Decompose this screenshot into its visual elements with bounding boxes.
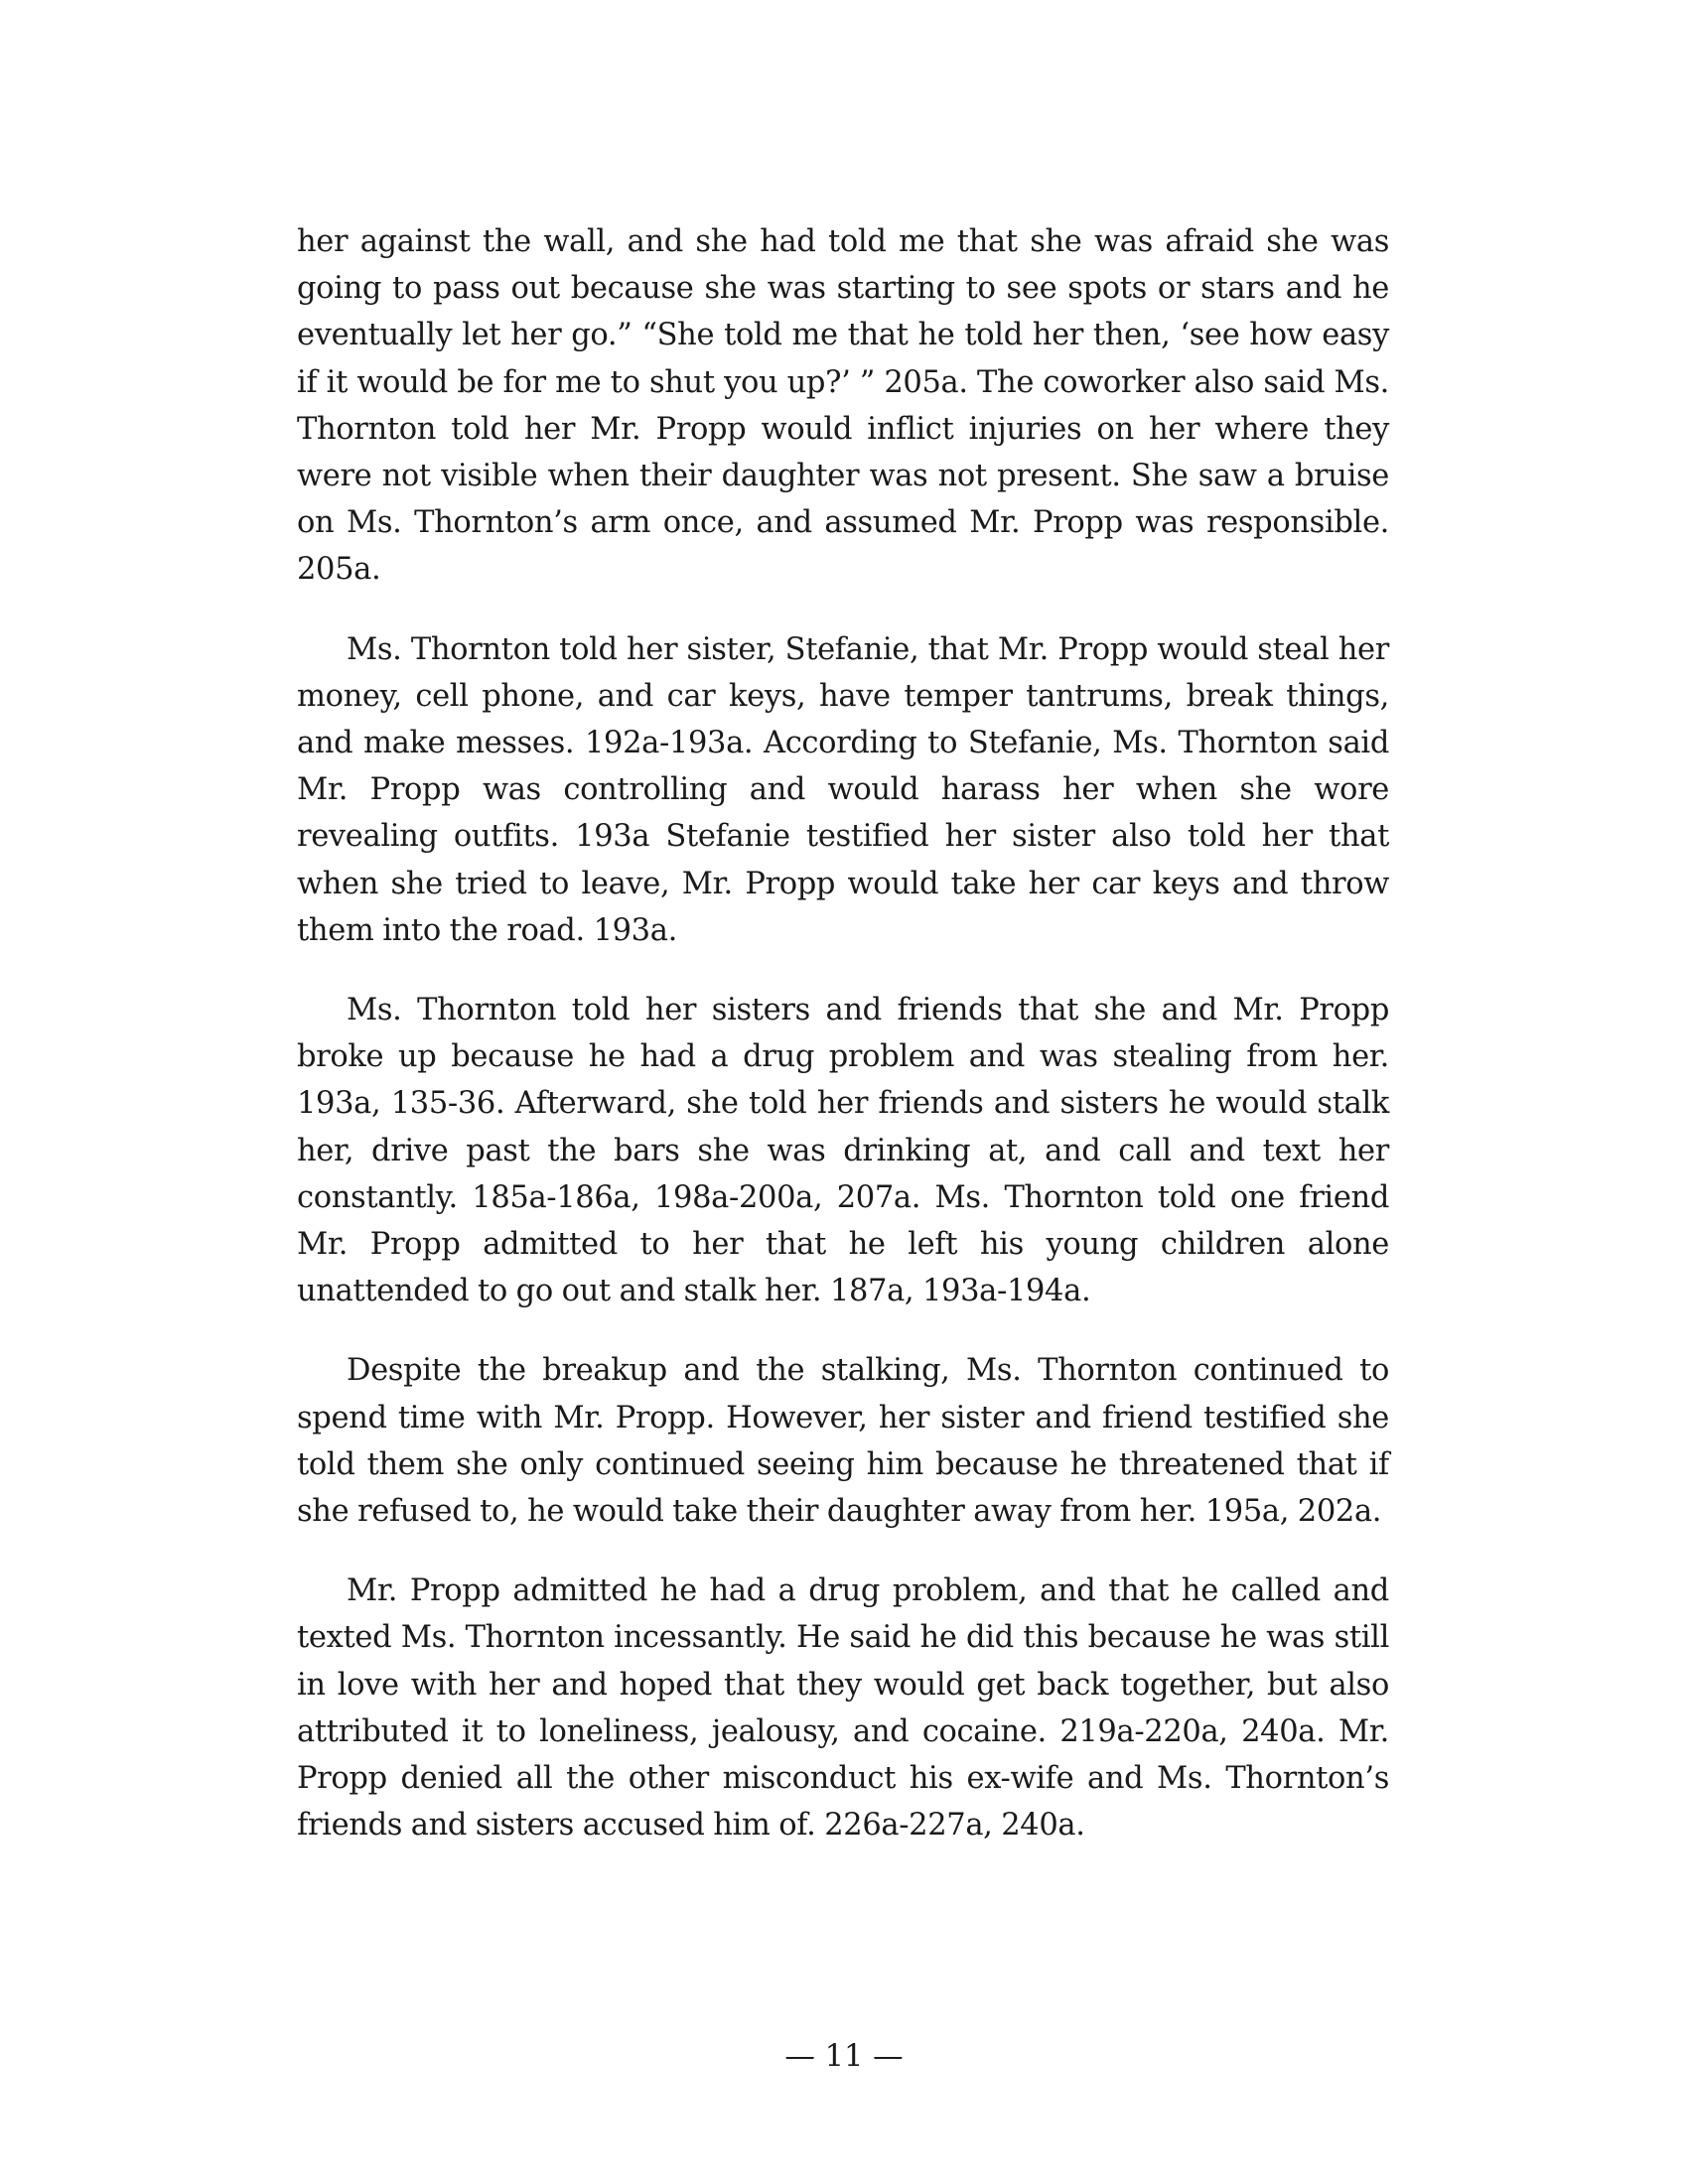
- page-number: — 11 —: [784, 2039, 904, 2074]
- body-text: [297, 218, 1389, 1882]
- paragraph-1: her against the wall, and she had told me that she was afraid she was going to pass out because she was starting to see spots or stars and he eventually let her go.” “She told me that he told her then, ‘see how easy if it would be for me to shut you up?’ ” 205a. The coworker also said Ms. Thornton told her Mr. Propp would inflict injuries on her where they were not visible when their daughter was not present. She saw a bruise on Ms. Thornton’s arm once, and assumed Mr. Propp was responsible. 205a.: [297, 224, 1389, 588]
- paragraph-4: Despite the breakup and the stalking, Ms. Thornton continued to spend time with Mr. Propp. However, her sister and friend testified she told them she only continued seeing him because he threatened that if she refused to, he would take their daughter away from her. 195a, 202a.: [297, 1353, 1389, 1530]
- paragraph-3: Ms. Thornton told her sisters and friends that she and Mr. Propp broke up because he had a drug problem and was stealing from her. 193a, 135-36. Afterward, she told her friends and sisters he would stalk her, drive past the bars she was drinking at, and call and text her constantly. 185a-186a, 198a-200a, 207a. Ms. Thornton told one friend Mr. Propp admitted to her that he left his young children alone unattended to go out and stalk her. 187a, 193a-194a.: [297, 993, 1389, 1309]
- paragraph-2: Ms. Thornton told her sister, Stefanie, that Mr. Propp would steal her money, cell phone, and car keys, have temper tantrums, break things, and make messes. 192a-193a. According to Stefanie, Ms. Thornton said Mr. Propp was controlling and would harass her when she wore revealing outfits. 193a Stefanie testified her sister also told her that when she tried to leave, Mr. Propp would take her car keys and throw them into the road. 193a.: [297, 631, 1389, 948]
- paragraph-5: Mr. Propp admitted he had a drug problem, and that he called and texted Ms. Thornton incessantly. He said he did this because he was still in love with her and hoped that they would get back together, but also attributed it to loneliness, jealousy, and cocaine. 219a-220a, 240a. Mr. Propp denied all the other misconduct his ex-wife and Ms. Thornton’s friends and sisters accused him of. 226a-227a, 240a.: [297, 1573, 1389, 1843]
